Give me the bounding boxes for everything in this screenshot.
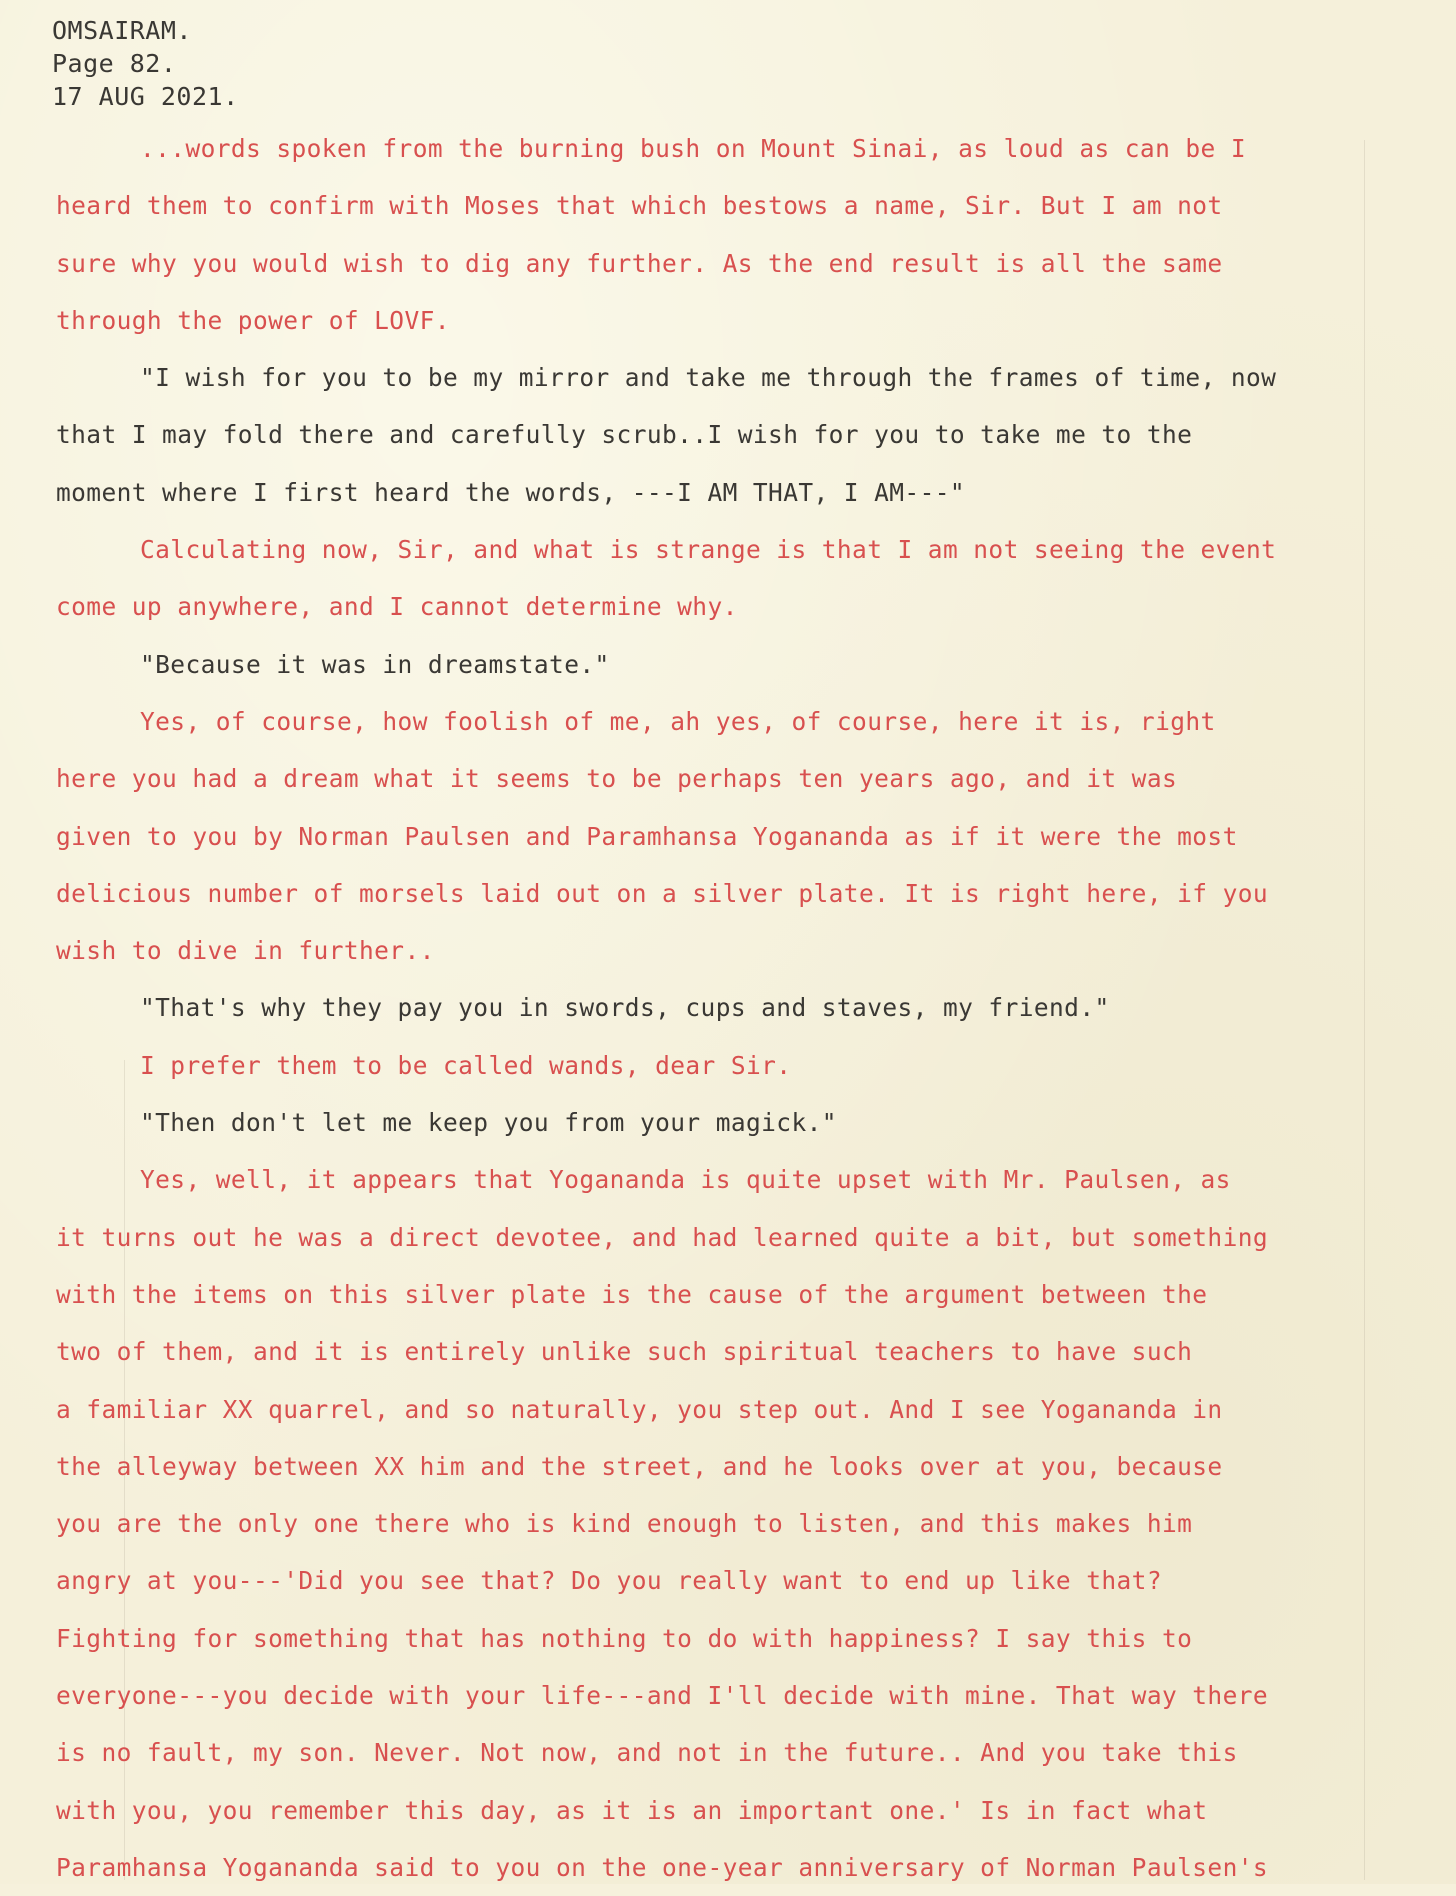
text-line: sure why you would wish to dig any further. As the end result is all the same [56, 248, 1223, 278]
header-title: OMSAIRAM. [52, 16, 192, 45]
text-line: "Then don't let me keep you from your magick." [140, 1108, 837, 1138]
text-line: ...words spoken from the burning bush on Mount Sinai, as loud as can be I [140, 134, 1246, 163]
text-line: delicious number of morsels laid out on a silver plate. It is right here, if you [56, 878, 1269, 908]
text-line: with you, you remember this day, as it is an important one.' Is in fact what [56, 1795, 1208, 1825]
text-line: with the items on this silver plate is the cause of the argument between the [56, 1279, 1208, 1309]
text-line: two of them, and it is entirely unlike such spiritual teachers to have such [56, 1337, 1193, 1367]
text-line: heard them to confirm with Moses that which bestows a name, Sir. But I am not [56, 191, 1223, 221]
text-line: angry at you---'Did you see that? Do you really want to end up like that? [56, 1566, 1162, 1596]
text-line: that I may fold there and carefully scrub..I wish for you to take me to the [56, 420, 1193, 450]
text-line: Calculating now, Sir, and what is strange is that I am not seeing the event [140, 535, 1277, 565]
page-header [52, 14, 239, 113]
header-date: 17 AUG 2021. [52, 82, 239, 111]
text-line: you are the only one there who is kind enough to listen, and this makes him [56, 1509, 1193, 1539]
text-line: "That's why they pay you in swords, cups and staves, my friend." [140, 993, 1110, 1023]
text-line: Fighting for something that has nothing to do with happiness? I say this to [56, 1623, 1193, 1653]
text-line: it turns out he was a direct devotee, and had learned quite a bit, but something [56, 1222, 1269, 1252]
document-body [56, 120, 1426, 1896]
text-line: a familiar XX quarrel, and so naturally, you step out. And I see Yogananda in [56, 1394, 1223, 1424]
text-line: here you had a dream what it seems to be perhaps ten years ago, and it was [56, 764, 1178, 794]
header-page-number: Page 82. [52, 49, 177, 78]
text-line: the alleyway between XX him and the street, and he looks over at you, because [56, 1451, 1223, 1481]
text-line: I prefer them to be called wands, dear Sir. [140, 1050, 792, 1080]
text-line: Yes, of course, how foolish of me, ah yes, of course, here it is, right [140, 706, 1216, 736]
text-line: Paramhansa Yogananda said to you on the one-year anniversary of Norman Paulsen's [56, 1852, 1269, 1882]
text-line: is no fault, my son. Never. Not now, and not in the future.. And you take this [56, 1738, 1238, 1768]
text-line: given to you by Norman Paulsen and Paramhansa Yogananda as if it were the most [56, 821, 1238, 851]
text-line: through the power of LOVF. [56, 305, 450, 335]
text-line: wish to dive in further.. [56, 936, 435, 966]
text-line: "Because it was in dreamstate." [140, 649, 610, 679]
text-line: come up anywhere, and I cannot determine why. [56, 592, 738, 622]
text-line: "I wish for you to be my mirror and take me through the frames of time, now [140, 363, 1277, 393]
text-line: moment where I first heard the words, ---I AM THAT, I AM---" [56, 477, 966, 507]
text-line: Yes, well, it appears that Yogananda is quite upset with Mr. Paulsen, as [140, 1165, 1231, 1195]
text-line: everyone---you decide with your life---and I'll decide with mine. That way there [56, 1681, 1269, 1711]
